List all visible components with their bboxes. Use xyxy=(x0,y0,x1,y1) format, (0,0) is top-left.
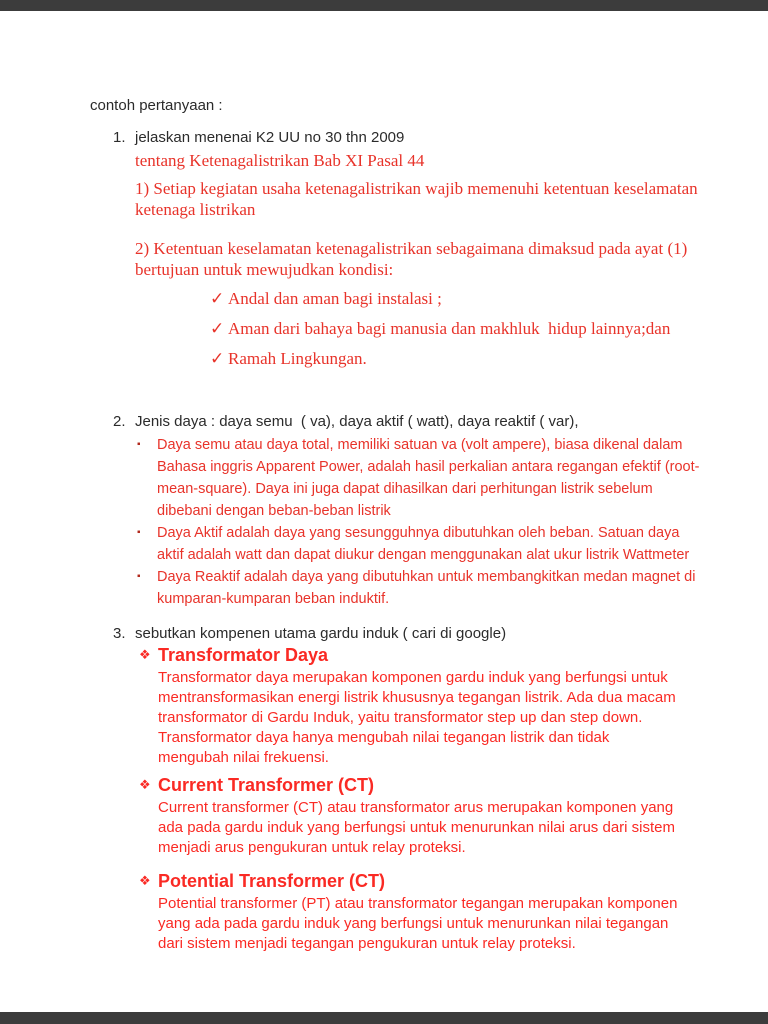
checkmark-icon: ✓ xyxy=(210,289,225,308)
bullet-list-item xyxy=(137,566,710,610)
diamond-bullet-icon: ❖ xyxy=(139,873,151,888)
bullet-list-item xyxy=(137,522,710,566)
check-list-item xyxy=(210,288,710,309)
checkmark-icon: ✓ xyxy=(210,349,225,368)
statute-paragraph-1: 1) Setiap kegiatan usaha ketenagalistrikan wajib memenuhi ketentuan keselamatan ketenaga listrikan xyxy=(135,179,702,219)
question-1-title: jelaskan menenai K2 UU no 30 thn 2009 xyxy=(135,129,405,146)
component-heading-row xyxy=(139,870,710,892)
bullet-list-item xyxy=(137,434,710,522)
component-heading-row xyxy=(139,774,710,796)
check-item-text: Ramah Lingkungan. xyxy=(228,349,367,368)
question-3 xyxy=(113,624,710,954)
component-body: Transformator daya merupakan komponen gardu induk yang berfungsi untuk mentransformasikan energi listrik khususnya tegangan listrik. Ada dua macam transformator di Gardu Induk, yaitu transformator step up dan step down. Transformator daya hanya mengubah nilai tegangan listrik dan tidak mengubah nilai frekuensi. xyxy=(158,669,680,766)
component-heading-row xyxy=(139,644,710,666)
square-bullet-icon: ▪ xyxy=(137,571,141,582)
question-3-title: sebutkan kompenen utama gardu induk ( cari di google) xyxy=(135,625,507,642)
square-bullet-icon: ▪ xyxy=(137,527,141,538)
checkmark-icon: ✓ xyxy=(210,319,225,338)
diamond-bullet-icon: ❖ xyxy=(139,647,151,662)
component-title: Current Transformer (CT) xyxy=(158,775,375,795)
component-body: Current transformer (CT) atau transformator arus merupakan komponen yang ada pada gardu induk yang berfungsi untuk menurunkan nilai arus dari sistem menjadi arus pengukuran untuk relay proteksi. xyxy=(158,799,680,856)
statute-paragraph-2: 2) Ketentuan keselamatan ketenagalistrikan sebagaimana dimaksud pada ayat (1) bertujuan untuk mewujudkan kondisi: xyxy=(135,239,692,279)
question-2-title: Jenis daya : daya semu ( va), daya aktif ( watt), daya reaktif ( var), xyxy=(135,413,579,430)
question-2-number: 2. xyxy=(113,413,126,430)
check-item-text: Andal dan aman bagi instalasi ; xyxy=(228,289,442,308)
component-title: Potential Transformer (CT) xyxy=(158,871,386,891)
check-list-item xyxy=(210,348,710,369)
bullet-item-text: Daya Reaktif adalah daya yang dibutuhkan untuk membangkitkan medan magnet di kumparan-kumparan beban induktif. xyxy=(157,569,700,607)
question-2 xyxy=(113,412,710,610)
check-item-text: Aman dari bahaya bagi manusia dan makhluk hidup lainnya;dan xyxy=(228,319,671,338)
power-types-bullet-list xyxy=(135,434,710,610)
intro-text: contoh pertanyaan : xyxy=(90,97,223,114)
check-list-item xyxy=(210,318,710,339)
statute-reference: tentang Ketenagalistrikan Bab XI Pasal 44 xyxy=(135,151,425,170)
square-bullet-icon: ▪ xyxy=(137,439,141,450)
question-1-number: 1. xyxy=(113,129,126,146)
component-body: Potential transformer (PT) atau transformator tegangan merupakan komponen yang ada pada gardu induk yang berfungsi untuk menurunkan nilai tegangan dari sistem menjadi tegangan pengukuran untuk relay proteksi. xyxy=(158,895,682,952)
bullet-item-text: Daya Aktif adalah daya yang sesungguhnya dibutuhkan oleh beban. Satuan daya aktif adalah watt dan dapat diukur dengan menggunakan alat ukur listrik Wattmeter xyxy=(157,525,690,563)
question-1 xyxy=(113,128,710,378)
bullet-item-text: Daya semu atau daya total, memiliki satuan va (volt ampere), biasa dikenal dalam Bahasa inggris Apparent Power, adalah hasil perkalian antara regangan efektif (root-mean-square). Daya ini juga dapat dihasilkan dari perhitungan listrik sebelum dibebani dengan beban-beban listrik xyxy=(157,437,700,519)
question-3-number: 3. xyxy=(113,625,126,642)
diamond-bullet-icon: ❖ xyxy=(139,777,151,792)
component-title: Transformator Daya xyxy=(158,645,329,665)
check-list xyxy=(135,288,710,369)
